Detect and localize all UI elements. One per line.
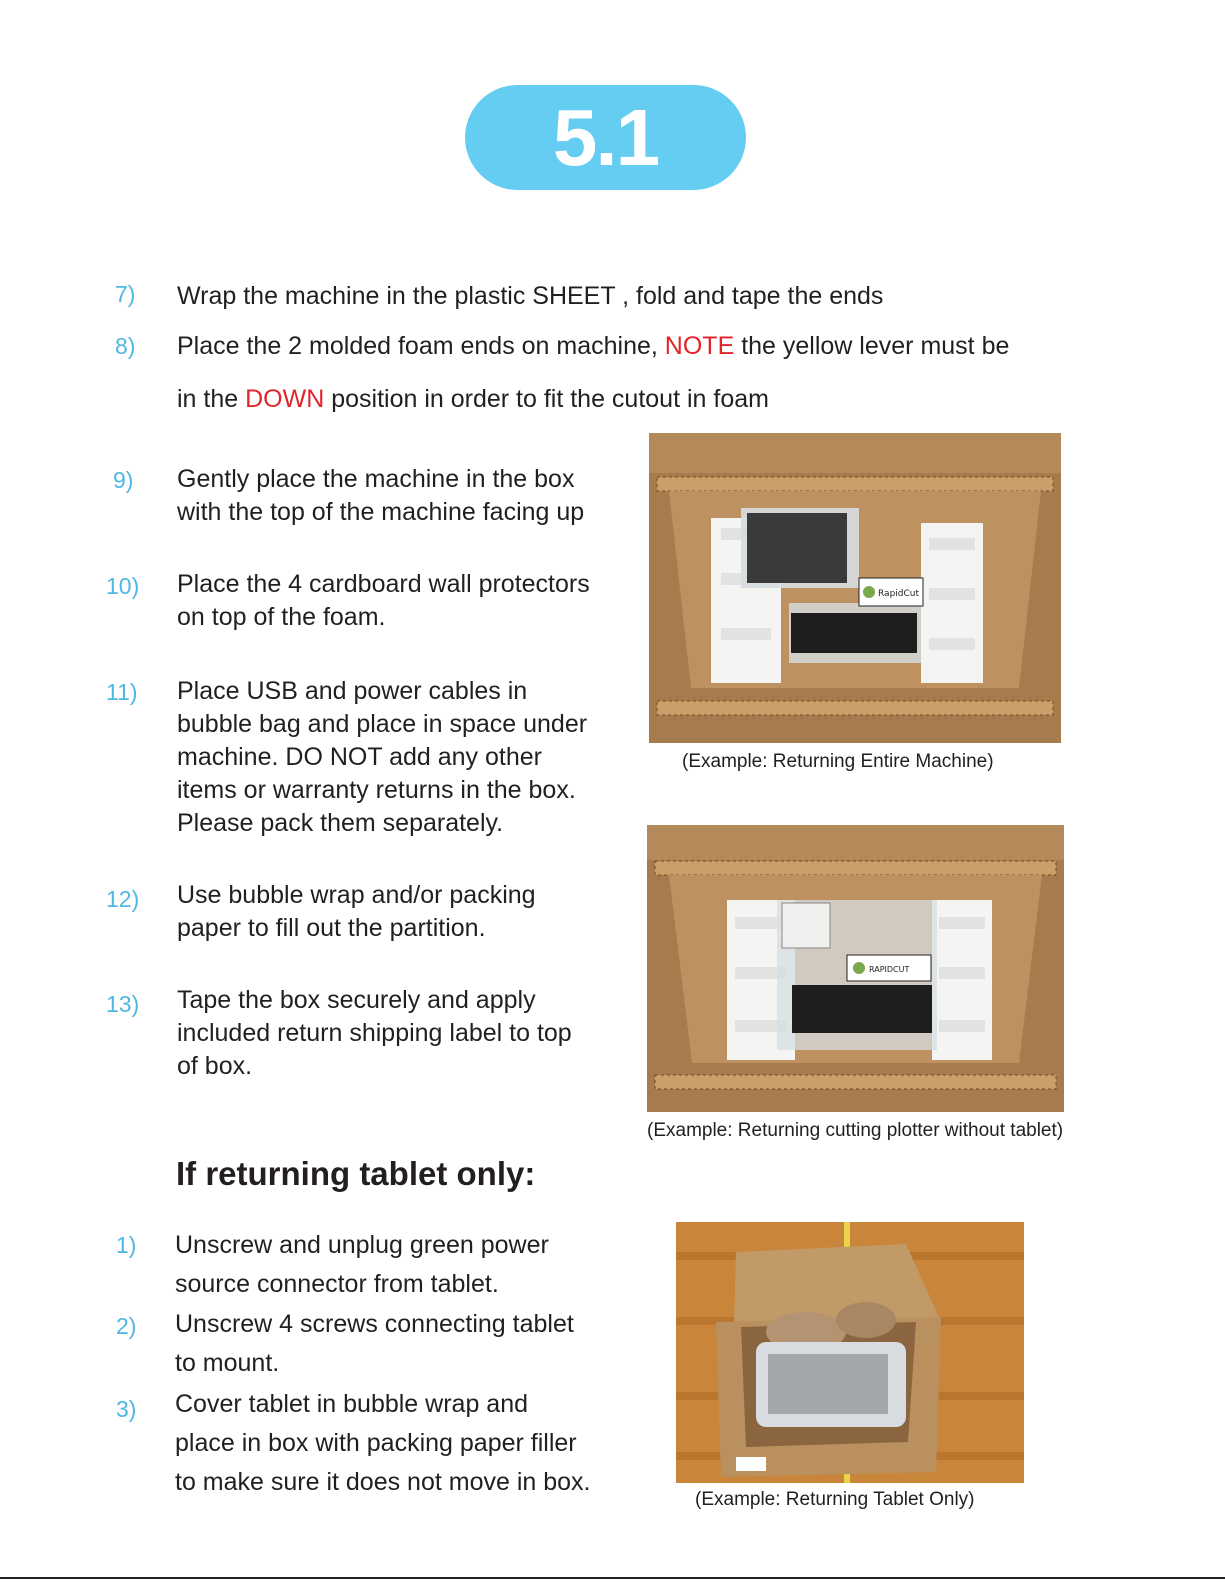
step-9-text: Gently place the machine in the box with the top of the machine facing up (177, 465, 585, 526)
step-number-8: 8) (115, 333, 136, 359)
box-photo-illustration (649, 433, 1061, 743)
section-badge: 5.1 (465, 85, 746, 190)
box-photo-illustration (676, 1222, 1024, 1483)
step-number-11: 11) (106, 679, 138, 705)
tablet-step-number-1: 1) (116, 1232, 137, 1258)
step-12-text: Use bubble wrap and/or packing paper to fill out the partition. (177, 881, 536, 942)
photo-entire-machine (649, 433, 1061, 743)
step-number-9: 9) (113, 467, 134, 493)
tablet-step-number-2: 2) (116, 1313, 137, 1339)
step-number-7: 7) (115, 281, 136, 307)
photo-plotter-without-tablet (647, 825, 1064, 1112)
step-number-12: 12) (106, 886, 140, 912)
step-11-text: Place USB and power cables in bubble bag and place in space under machine. DO NOT add any other items or warranty returns in the box. Please pack them separately. (177, 677, 588, 837)
tablet-step-1-text: Unscrew and unplug green power source connector from tablet. (175, 1231, 549, 1298)
step-number-13: 13) (106, 991, 140, 1017)
tablet-step-2-text: Unscrew 4 screws connecting tablet to mount. (175, 1310, 574, 1377)
photo-tablet-only (676, 1222, 1024, 1483)
photo-1-caption: (Example: Returning Entire Machine) (682, 751, 994, 772)
bottom-divider (0, 1577, 1225, 1579)
step-number-10: 10) (106, 573, 140, 599)
tablet-step-3-text: Cover tablet in bubble wrap and place in box with packing paper filler to make sure it does not move in box. (175, 1390, 591, 1496)
tablet-section-heading: If returning tablet only: (176, 1155, 536, 1192)
step-7-text: Wrap the machine in the plastic SHEET , fold and tape the ends (177, 282, 884, 310)
step-8-line-2: in the DOWN position in order to fit the cutout in foam (177, 385, 769, 413)
step-13-text: Tape the box securely and apply included return shipping label to top of box. (177, 986, 572, 1080)
tablet-step-number-3: 3) (116, 1396, 137, 1422)
note-highlight: NOTE (664, 332, 735, 360)
step-8-line-1: Place the 2 molded foam ends on machine, NOTE the yellow lever must be (177, 332, 1010, 360)
down-highlight: DOWN (245, 385, 325, 413)
svg-text:RapidCut: RapidCut (878, 589, 920, 599)
box-photo-illustration (647, 825, 1064, 1112)
step-10-text: Place the 4 cardboard wall protectors on top of the foam. (177, 570, 590, 631)
photo-3-caption: (Example: Returning Tablet Only) (695, 1489, 975, 1510)
svg-text:RAPIDCUT: RAPIDCUT (869, 965, 910, 974)
photo-2-caption: (Example: Returning cutting plotter without tablet) (647, 1120, 1064, 1141)
